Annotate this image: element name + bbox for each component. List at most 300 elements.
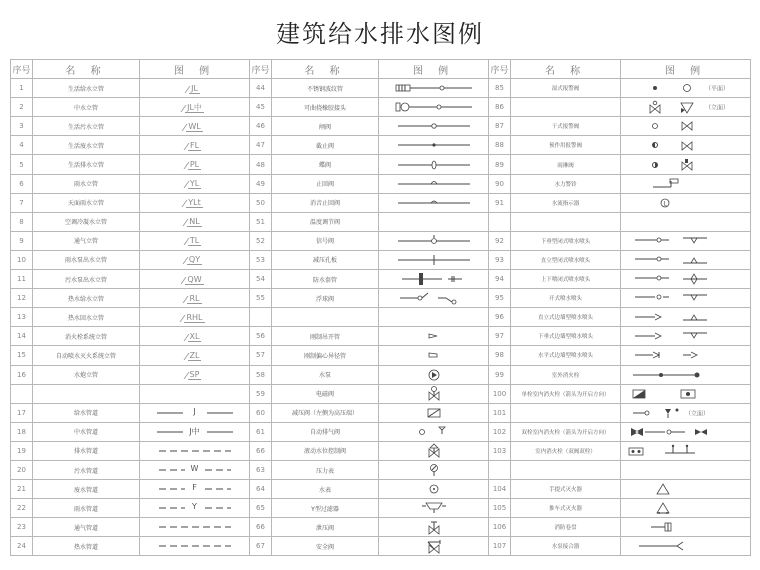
legend-cell — [621, 212, 751, 231]
name-cell: 手提式灭火器 — [511, 480, 621, 499]
legend-cell — [379, 155, 489, 174]
header-legend: 图 例 — [621, 60, 751, 79]
header-seq: 序号 — [489, 60, 511, 79]
name-cell: 直立型闭式喷水喷头 — [511, 250, 621, 269]
name-cell: 泄压阀 — [272, 518, 379, 537]
riser-code: FL — [189, 140, 200, 150]
name-cell: 可曲挠橡胶接头 — [272, 98, 379, 117]
legend-cell — [140, 346, 250, 365]
name-cell: 干式报警阀 — [511, 117, 621, 136]
riser-code: YL — [189, 179, 200, 189]
seq-cell: 10 — [11, 250, 33, 269]
wet-alarm-valve-elev-icon — [625, 100, 705, 114]
legend-cell — [379, 117, 489, 136]
seq-cell: 18 — [11, 422, 33, 441]
solenoid-valve-icon — [379, 386, 488, 401]
seq-cell: 101 — [489, 403, 511, 422]
table-row — [11, 250, 751, 269]
seq-cell: 106 — [489, 518, 511, 537]
legend-cell — [621, 308, 751, 327]
upright-sidewall-icon — [625, 310, 725, 324]
updown-sprinkler-icon — [625, 272, 725, 286]
legend-cell — [140, 79, 250, 98]
seq-cell: 89 — [489, 155, 511, 174]
table-row — [11, 212, 751, 231]
water-meter-icon — [379, 482, 488, 496]
legend-cell — [621, 460, 751, 479]
pipe-line-code: J中 — [189, 426, 200, 436]
seq-cell: 3 — [11, 117, 33, 136]
seq-cell: 2 — [11, 98, 33, 117]
legend-cell — [379, 365, 489, 384]
check-valve-icon — [379, 177, 488, 191]
legend-cell — [621, 155, 751, 174]
pendent-sidewall-icon — [625, 329, 725, 343]
float-valve-icon — [379, 291, 488, 305]
name-cell: 给水管道 — [33, 403, 140, 422]
wet-alarm-valve-icon — [625, 81, 705, 95]
name-cell: 水力警铃 — [511, 174, 621, 193]
seq-cell: 92 — [489, 231, 511, 250]
pipe-line-code: J — [193, 406, 196, 416]
name-cell — [511, 212, 621, 231]
legend-cell — [379, 422, 489, 441]
table-row — [11, 422, 751, 441]
legend-cell — [379, 136, 489, 155]
legend-cell — [379, 212, 489, 231]
seq-cell: 1 — [11, 79, 33, 98]
legend-cell — [140, 499, 250, 518]
safety-valve-icon — [379, 539, 488, 554]
seq-cell: 48 — [250, 155, 272, 174]
riser-code: JL中 — [187, 102, 202, 112]
riser-code: XL — [189, 331, 200, 341]
name-cell: 蝶阀 — [272, 155, 379, 174]
butterfly-valve-icon — [379, 158, 488, 172]
legend-cell — [379, 460, 489, 479]
wheeled-extinguisher-icon — [625, 501, 705, 515]
legend-cell — [621, 270, 751, 289]
legend-cell — [621, 441, 751, 460]
legend-cell — [621, 537, 751, 556]
header-seq: 序号 — [250, 60, 272, 79]
seq-cell: 9 — [11, 231, 33, 250]
seq-cell: 47 — [250, 136, 272, 155]
name-cell: 下垂式边墙型喷水喷头 — [511, 327, 621, 346]
legend-cell — [140, 384, 250, 403]
name-cell: 湿式报警阀 — [511, 79, 621, 98]
seq-cell: 105 — [489, 499, 511, 518]
legend-cell — [379, 403, 489, 422]
seq-cell: 13 — [11, 308, 33, 327]
seq-cell: 61 — [250, 422, 272, 441]
table-row — [11, 499, 751, 518]
seq-cell: 14 — [11, 327, 33, 346]
header-name: 名 称 — [511, 60, 621, 79]
seq-cell: 66 — [250, 518, 272, 537]
legend-cell — [621, 136, 751, 155]
legend-cell — [140, 422, 250, 441]
name-cell — [272, 308, 379, 327]
name-cell: 水表 — [272, 480, 379, 499]
name-cell: 减压阀（左侧为高压端） — [272, 403, 379, 422]
seq-cell: 67 — [250, 537, 272, 556]
legend-cell — [140, 136, 250, 155]
legend-cell — [140, 403, 250, 422]
name-cell: 生活废水立管 — [33, 136, 140, 155]
name-cell: 生活给水立管 — [33, 79, 140, 98]
seq-cell: 4 — [11, 136, 33, 155]
globe-valve-icon — [379, 138, 488, 152]
seq-cell — [489, 212, 511, 231]
name-cell: 自动排气阀 — [272, 422, 379, 441]
seq-cell: 91 — [489, 193, 511, 212]
name-cell: 污水管道 — [33, 460, 140, 479]
hydrant-elev-icon — [625, 406, 685, 420]
legend-cell — [621, 193, 751, 212]
name-cell: 水泵接合器 — [511, 537, 621, 556]
name-cell: 热水给水立管 — [33, 289, 140, 308]
legend-cell — [140, 193, 250, 212]
name-cell: 消火栓系统立管 — [33, 327, 140, 346]
name-cell: 水平式边墙型喷水喷头 — [511, 346, 621, 365]
legend-cell — [621, 327, 751, 346]
table-row — [11, 327, 751, 346]
legend-cell — [379, 231, 489, 250]
duckbill-outlet-icon — [379, 329, 488, 343]
table-row — [11, 365, 751, 384]
table-row — [11, 537, 751, 556]
name-cell: 天面雨水立管 — [33, 193, 140, 212]
legend-cell — [140, 155, 250, 174]
header-seq: 序号 — [11, 60, 33, 79]
riser-code: YLt — [188, 198, 201, 208]
name-cell: 闸阀 — [272, 117, 379, 136]
table-row — [11, 155, 751, 174]
seq-cell: 5 — [11, 155, 33, 174]
seq-cell: 87 — [489, 117, 511, 136]
seq-cell: 104 — [489, 480, 511, 499]
view-note: （立面） — [685, 410, 710, 418]
legend-cell — [140, 480, 250, 499]
legend-cell — [621, 250, 751, 269]
legend-cell — [379, 346, 489, 365]
name-cell: 信号阀 — [272, 231, 379, 250]
upright-sprinkler-icon — [625, 253, 725, 267]
name-cell: 热水回水立管 — [33, 308, 140, 327]
y-strainer-icon — [379, 501, 488, 515]
table-header-row — [11, 60, 751, 79]
name-cell: 刚制吊开管 — [272, 327, 379, 346]
riser-code: PL — [189, 160, 200, 170]
table-row — [11, 384, 751, 403]
seq-cell: 20 — [11, 460, 33, 479]
name-cell: 自动喷水灭火系统立管 — [33, 346, 140, 365]
header-name: 名 称 — [272, 60, 379, 79]
level-control-valve-icon — [379, 443, 488, 458]
legend-cell — [621, 231, 751, 250]
deluge-valve-icon — [625, 158, 705, 172]
seq-cell: 95 — [489, 289, 511, 308]
name-cell: 中水立管 — [33, 98, 140, 117]
name-cell: 推车式灭火器 — [511, 499, 621, 518]
legend-cell — [621, 499, 751, 518]
seq-cell: 46 — [250, 117, 272, 136]
legend-cell — [379, 174, 489, 193]
riser-code: TL — [189, 236, 200, 246]
legend-cell — [621, 174, 751, 193]
riser-code: RL — [189, 293, 200, 303]
table-row — [11, 480, 751, 499]
seq-cell: 98 — [489, 346, 511, 365]
table-row — [11, 193, 751, 212]
seq-cell: 19 — [11, 441, 33, 460]
seq-cell — [489, 460, 511, 479]
legend-cell — [140, 212, 250, 231]
name-cell — [511, 460, 621, 479]
bellows-pipe-icon — [379, 81, 488, 95]
seq-cell: 50 — [250, 193, 272, 212]
seq-cell: 8 — [11, 212, 33, 231]
name-cell — [511, 403, 621, 422]
name-cell: 生活排水立管 — [33, 155, 140, 174]
seq-cell: 53 — [250, 250, 272, 269]
table-row — [11, 174, 751, 193]
name-cell: 不锈钢波纹管 — [272, 79, 379, 98]
silent-check-valve-icon — [379, 196, 488, 210]
portable-extinguisher-icon — [625, 482, 705, 496]
pump-icon — [379, 368, 488, 382]
name-cell: 废水管道 — [33, 480, 140, 499]
name-cell: 刚制偏心异径管 — [272, 346, 379, 365]
name-cell: 下垂型闭式喷水喷头 — [511, 231, 621, 250]
name-cell: 雨淋阀 — [511, 155, 621, 174]
relief-valve-icon — [379, 520, 488, 535]
seq-cell: 22 — [11, 499, 33, 518]
legend-cell — [621, 480, 751, 499]
riser-code: QY — [188, 255, 201, 265]
legend-table — [10, 59, 751, 556]
legend-cell — [140, 441, 250, 460]
legend-cell — [140, 250, 250, 269]
seq-cell: 66 — [250, 441, 272, 460]
seq-cell: 88 — [489, 136, 511, 155]
seq-cell — [250, 308, 272, 327]
orifice-plate-icon — [379, 253, 488, 267]
seq-cell: 90 — [489, 174, 511, 193]
name-cell: 水流指示器 — [511, 193, 621, 212]
seq-cell: 99 — [489, 365, 511, 384]
name-cell: 通气管道 — [33, 518, 140, 537]
seq-cell: 100 — [489, 384, 511, 403]
seq-cell: 103 — [489, 441, 511, 460]
seq-cell: 57 — [250, 346, 272, 365]
riser-code: RHL — [186, 312, 203, 322]
name-cell: 雨水泵出水立管 — [33, 250, 140, 269]
riser-code: JL — [191, 83, 198, 93]
table-row — [11, 460, 751, 479]
table-row — [11, 136, 751, 155]
name-cell: 单栓室内消火栓（箭头为开启方向） — [511, 384, 621, 403]
table-row — [11, 231, 751, 250]
name-cell: 双栓室内消火栓（箭头为开启方向） — [511, 422, 621, 441]
name-cell: 水泵 — [272, 365, 379, 384]
legend-cell — [379, 289, 489, 308]
riser-code: ZL — [189, 350, 200, 360]
seq-cell: 59 — [250, 384, 272, 403]
name-cell: 电磁阀 — [272, 384, 379, 403]
name-cell: 污水泵出水立管 — [33, 270, 140, 289]
name-cell: 液动水位控制阀 — [272, 441, 379, 460]
pressure-reducing-valve-icon — [379, 406, 488, 420]
open-sprinkler-icon — [625, 291, 725, 305]
seq-cell: 45 — [250, 98, 272, 117]
seq-cell: 21 — [11, 480, 33, 499]
preaction-valve-icon — [625, 138, 705, 152]
name-cell: 室外消火栓 — [511, 365, 621, 384]
legend-cell — [621, 403, 751, 422]
legend-cell — [140, 365, 250, 384]
name-cell: 防水套管 — [272, 270, 379, 289]
pendent-sprinkler-icon — [625, 234, 725, 248]
name-cell: 温度调节阀 — [272, 212, 379, 231]
table-row — [11, 441, 751, 460]
pipe-line-code: F — [192, 483, 197, 493]
name-cell: 上下喷闭式喷水喷头 — [511, 270, 621, 289]
riser-code: WL — [188, 121, 201, 131]
table-row — [11, 403, 751, 422]
name-cell: 通气立管 — [33, 231, 140, 250]
seq-cell: 17 — [11, 403, 33, 422]
legend-cell — [140, 98, 250, 117]
name-cell — [511, 98, 621, 117]
legend-cell — [379, 499, 489, 518]
double-hydrant-icon — [625, 425, 725, 439]
seq-cell: 96 — [489, 308, 511, 327]
signal-valve-icon — [379, 234, 488, 248]
name-cell: 压力表 — [272, 460, 379, 479]
legend-cell — [140, 270, 250, 289]
name-cell — [33, 384, 140, 403]
name-cell: 雨水管道 — [33, 499, 140, 518]
seq-cell: 85 — [489, 79, 511, 98]
view-note: （平面） — [705, 85, 730, 93]
legend-cell — [140, 231, 250, 250]
dry-alarm-valve-icon — [625, 119, 705, 133]
name-cell: 热水管道 — [33, 537, 140, 556]
legend-cell — [621, 79, 751, 98]
name-cell: 预作用报警阀 — [511, 136, 621, 155]
legend-cell — [140, 174, 250, 193]
seq-cell: 60 — [250, 403, 272, 422]
legend-cell — [379, 79, 489, 98]
name-cell: 开式喷水喷头 — [511, 289, 621, 308]
legend-cell — [379, 518, 489, 537]
legend-cell — [621, 422, 751, 441]
pipe-line-code: W — [190, 464, 199, 474]
water-alarm-bell-icon — [625, 177, 705, 191]
seq-cell: 11 — [11, 270, 33, 289]
table-row — [11, 289, 751, 308]
seq-cell: 44 — [250, 79, 272, 98]
table-row — [11, 117, 751, 136]
horizontal-sidewall-icon — [625, 348, 725, 362]
seq-cell: 64 — [250, 480, 272, 499]
name-cell: 直立式边墙型喷水喷头 — [511, 308, 621, 327]
legend-cell — [379, 327, 489, 346]
seq-cell: 51 — [250, 212, 272, 231]
legend-cell — [379, 441, 489, 460]
name-cell: 浮球阀 — [272, 289, 379, 308]
name-cell: 止回阀 — [272, 174, 379, 193]
legend-cell — [140, 460, 250, 479]
name-cell: Y型过滤器 — [272, 499, 379, 518]
legend-cell — [621, 384, 751, 403]
svg-text:L: L — [663, 200, 667, 208]
name-cell: 截止阀 — [272, 136, 379, 155]
legend-cell — [621, 365, 751, 384]
seq-cell: 55 — [250, 289, 272, 308]
flex-rubber-joint-icon — [379, 100, 488, 114]
legend-cell — [621, 346, 751, 365]
seq-cell: 97 — [489, 327, 511, 346]
legend-cell — [140, 537, 250, 556]
seq-cell: 93 — [489, 250, 511, 269]
legend-cell — [621, 117, 751, 136]
legend-cell — [621, 289, 751, 308]
seq-cell: 107 — [489, 537, 511, 556]
seq-cell: 12 — [11, 289, 33, 308]
seq-cell: 49 — [250, 174, 272, 193]
flow-indicator-icon — [625, 196, 705, 210]
view-note: （立面） — [705, 104, 730, 112]
seq-cell: 54 — [250, 270, 272, 289]
gate-valve-icon — [379, 119, 488, 133]
table-row — [11, 308, 751, 327]
legend-cell — [140, 327, 250, 346]
name-cell: 生活污水立管 — [33, 117, 140, 136]
riser-code: NL — [189, 217, 200, 227]
seq-cell: 56 — [250, 327, 272, 346]
header-legend: 图 例 — [140, 60, 250, 79]
name-cell: 中水管道 — [33, 422, 140, 441]
eccentric-reducer-icon — [379, 348, 488, 362]
legend-cell — [140, 117, 250, 136]
seq-cell: 94 — [489, 270, 511, 289]
table-row — [11, 98, 751, 117]
legend-cell — [621, 518, 751, 537]
name-cell: 排水管道 — [33, 441, 140, 460]
page-title: 建筑给水排水图例 — [276, 20, 484, 48]
name-cell: 空调冷凝水立管 — [33, 212, 140, 231]
seq-cell: 58 — [250, 365, 272, 384]
riser-code: QW — [187, 274, 202, 284]
seq-cell — [11, 384, 33, 403]
table-row — [11, 270, 751, 289]
pressure-gauge-icon — [379, 463, 488, 477]
name-cell: 消音止回阀 — [272, 193, 379, 212]
header-legend: 图 例 — [379, 60, 489, 79]
legend-cell — [140, 308, 250, 327]
riser-code: SP — [189, 370, 200, 380]
name-cell: 室内消火栓（双阀双栓） — [511, 441, 621, 460]
pump-connector-icon — [625, 539, 705, 553]
auto-air-vent-icon — [379, 425, 488, 439]
single-hydrant-icon — [625, 387, 725, 401]
table-row — [11, 518, 751, 537]
seq-cell: 65 — [250, 499, 272, 518]
name-cell: 水炮立管 — [33, 365, 140, 384]
